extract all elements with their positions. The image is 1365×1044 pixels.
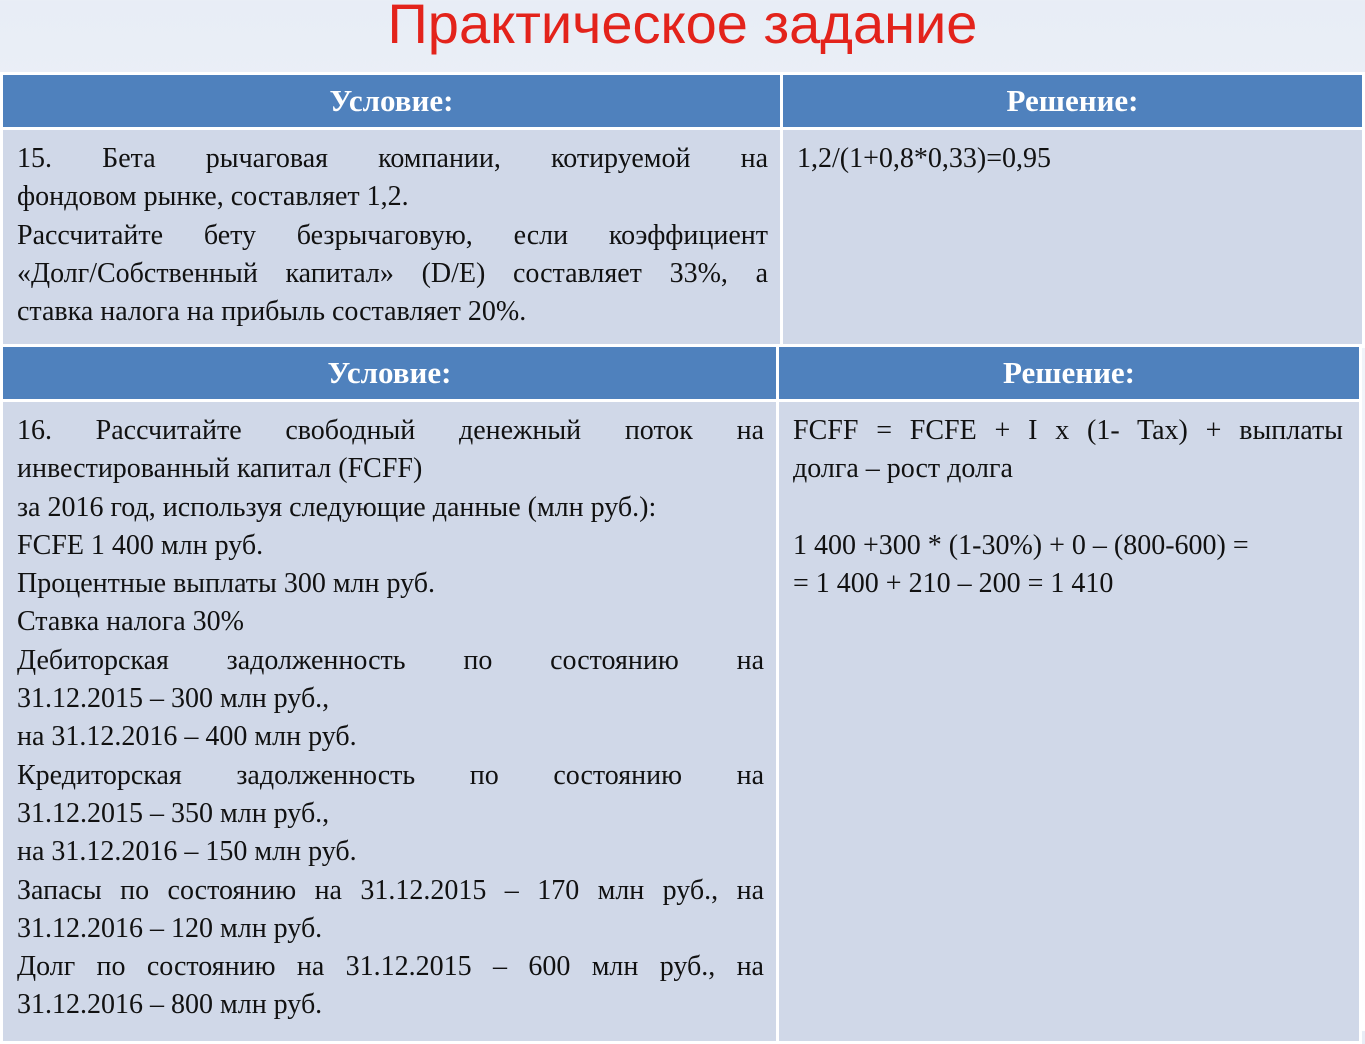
slide-title: Практическое задание (387, 0, 978, 55)
condition-line: 15. Бета рычаговая компании, котируемой на (17, 143, 768, 174)
solution-line: 1,2/(1+0,8*0,33)=0,95 (797, 143, 1052, 174)
condition-line: Запасы по состоянию на 31.12.2015 – 170 млн руб., на (17, 874, 764, 906)
condition-line: Долг по состоянию на 31.12.2015 – 600 млн руб., на (17, 951, 764, 983)
solution-line: 1 400 +300 * (1-30%) + 0 – (800-600) = (793, 529, 1249, 561)
task-table-15 (0, 72, 1365, 348)
condition-line: Процентные выплаты 300 млн руб. (17, 568, 436, 600)
condition-cell (2, 401, 778, 1043)
condition-cell (2, 129, 782, 347)
task-table-16 (0, 344, 1362, 1044)
condition-header: Условие: (2, 346, 778, 401)
condition-line: Ставка налога 30% (17, 606, 245, 638)
solution-cell (778, 401, 1361, 1043)
condition-line: 16. Рассчитайте свободный денежный поток на (17, 415, 764, 446)
condition-header: Условие: (2, 74, 782, 129)
condition-line: ставка налога на прибыль составляет 20%. (17, 296, 527, 328)
condition-line: Дебиторская задолженность по состоянию на (17, 644, 764, 676)
condition-line: Кредиторская задолженность по состоянию на (17, 759, 764, 791)
solution-line: = 1 400 + 210 – 200 = 1 410 (793, 568, 1114, 600)
condition-line: за 2016 год, используя следующие данные (млн руб.): (17, 491, 657, 523)
solution-blank-line (793, 489, 1343, 527)
condition-line: FCFE 1 400 млн руб. (17, 529, 264, 561)
solution-cell (782, 129, 1364, 347)
condition-line: 31.12.2015 – 350 млн руб., (17, 797, 330, 829)
condition-line: на 31.12.2016 – 400 млн руб. (17, 721, 357, 753)
solution-line: FCFF = FCFE + I x (1- Tax) + выплаты (793, 415, 1343, 446)
condition-line: 31.12.2015 – 300 млн руб., (17, 683, 330, 715)
condition-line: Рассчитайте бету безрычаговую, если коэффициент (17, 219, 768, 251)
condition-line: на 31.12.2016 – 150 млн руб. (17, 836, 357, 868)
condition-line: инвестированный капитал (FCFF) (17, 453, 423, 485)
condition-line: «Долг/Собственный капитал» (D/E) составляет 33%, а (17, 257, 768, 289)
condition-line: 31.12.2016 – 120 млн руб. (17, 912, 323, 944)
solution-header: Решение: (778, 346, 1361, 401)
solution-header: Решение: (782, 74, 1364, 129)
solution-line: долга – рост долга (793, 453, 1013, 485)
condition-line: 31.12.2016 – 800 млн руб. (17, 989, 323, 1021)
condition-line: фондовом рынке, составляет 1,2. (17, 181, 409, 213)
